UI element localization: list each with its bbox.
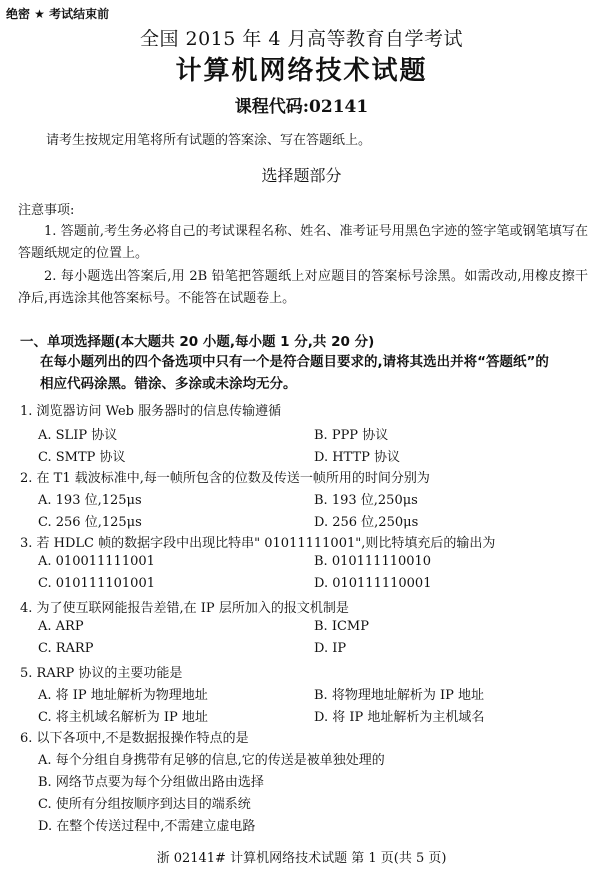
question-stem: 4. 为了使互联网能报告差错,在 IP 层所加入的报文机制是 — [20, 601, 349, 616]
option-b: B. 010111110010 — [314, 554, 432, 569]
section-title: 选择题部分 — [261, 166, 342, 185]
question-stem: 2. 在 T1 载波标准中,每一帧所包含的位数及传送一帧所用的时间分别为 — [20, 471, 430, 486]
question-stem: 6. 以下各项中,不是数据报操作特点的是 — [20, 731, 249, 746]
question-stem: 5. RARP 协议的主要功能是 — [20, 666, 183, 681]
option-a: A. SLIP 协议 — [38, 428, 118, 443]
option-c: C. SMTP 协议 — [38, 450, 126, 465]
note-item: 2. 每小题选出答案后,用 2B 铅笔把答题纸上对应题目的答案标号涂黑。如需改动,用橡皮擦干净后,再选涂其他答案标号。不能答在试题卷上。 — [18, 269, 588, 306]
answer-instruction: 请考生按规定用笔将所有试题的答案涂、写在答题纸上。 — [46, 133, 372, 148]
option-b: B. PPP 协议 — [314, 428, 389, 443]
option-b: B. ICMP — [314, 619, 369, 634]
option-c: C. 将主机域名解析为 IP 地址 — [38, 710, 208, 725]
option-c: C. 010111101001 — [38, 576, 155, 591]
part1-heading: 一、单项选择题(本大题共 20 小题,每小题 1 分,共 20 分) — [20, 334, 375, 350]
page-footer: 浙 02141# 计算机网络技术试题 第 1 页(共 5 页) — [156, 851, 447, 866]
option-a: A. ARP — [38, 619, 84, 634]
option-d: D. 将 IP 地址解析为主机域名 — [314, 710, 485, 725]
option-d: D. IP — [314, 641, 347, 656]
option-d: D. 256 位,250μs — [314, 515, 419, 530]
exam-title: 全国 2015 年 4 月高等教育自学考试 — [139, 28, 464, 50]
option-c: C. 256 位,125μs — [38, 515, 142, 530]
notes-heading: 注意事项: — [18, 203, 75, 218]
confidential-label: 绝密 ★ 考试结束前 — [6, 7, 110, 21]
option-c: C. 使所有分组按顺序到达目的端系统 — [38, 797, 251, 812]
part1-description: 在每小题列出的四个备选项中只有一个是符合题目要求的,请将其选出并将“答题纸”的相应代码涂黑。错涂、多涂或未涂均无分。 — [40, 354, 549, 392]
question-stem: 3. 若 HDLC 帧的数据字段中出现比特串" 01011111001",则比特填充后的输出为 — [20, 536, 496, 551]
option-a: A. 将 IP 地址解析为物理地址 — [38, 688, 208, 703]
note-item: 1. 答题前,考生务必将自己的考试课程名称、姓名、准考证号用黑色字迹的签字笔或钢笔填写在答题纸规定的位置上。 — [18, 224, 588, 261]
option-a: A. 193 位,125μs — [38, 493, 142, 508]
option-d: D. 010111110001 — [314, 576, 432, 591]
option-b: B. 193 位,250μs — [314, 493, 418, 508]
option-d: D. HTTP 协议 — [314, 450, 401, 465]
question-stem: 1. 浏览器访问 Web 服务器时的信息传输遵循 — [20, 404, 282, 419]
option-d: D. 在整个传送过程中,不需建立虚电路 — [38, 819, 256, 834]
option-b: B. 网络节点要为每个分组做出路由选择 — [38, 775, 264, 790]
option-a: A. 010011111001 — [38, 554, 155, 569]
course-code: 课程代码:02141 — [234, 97, 369, 117]
option-c: C. RARP — [38, 641, 94, 656]
option-b: B. 将物理地址解析为 IP 地址 — [314, 688, 484, 703]
option-a: A. 每个分组自身携带有足够的信息,它的传送是被单独处理的 — [38, 753, 385, 768]
subject-title: 计算机网络技术试题 — [175, 56, 428, 86]
